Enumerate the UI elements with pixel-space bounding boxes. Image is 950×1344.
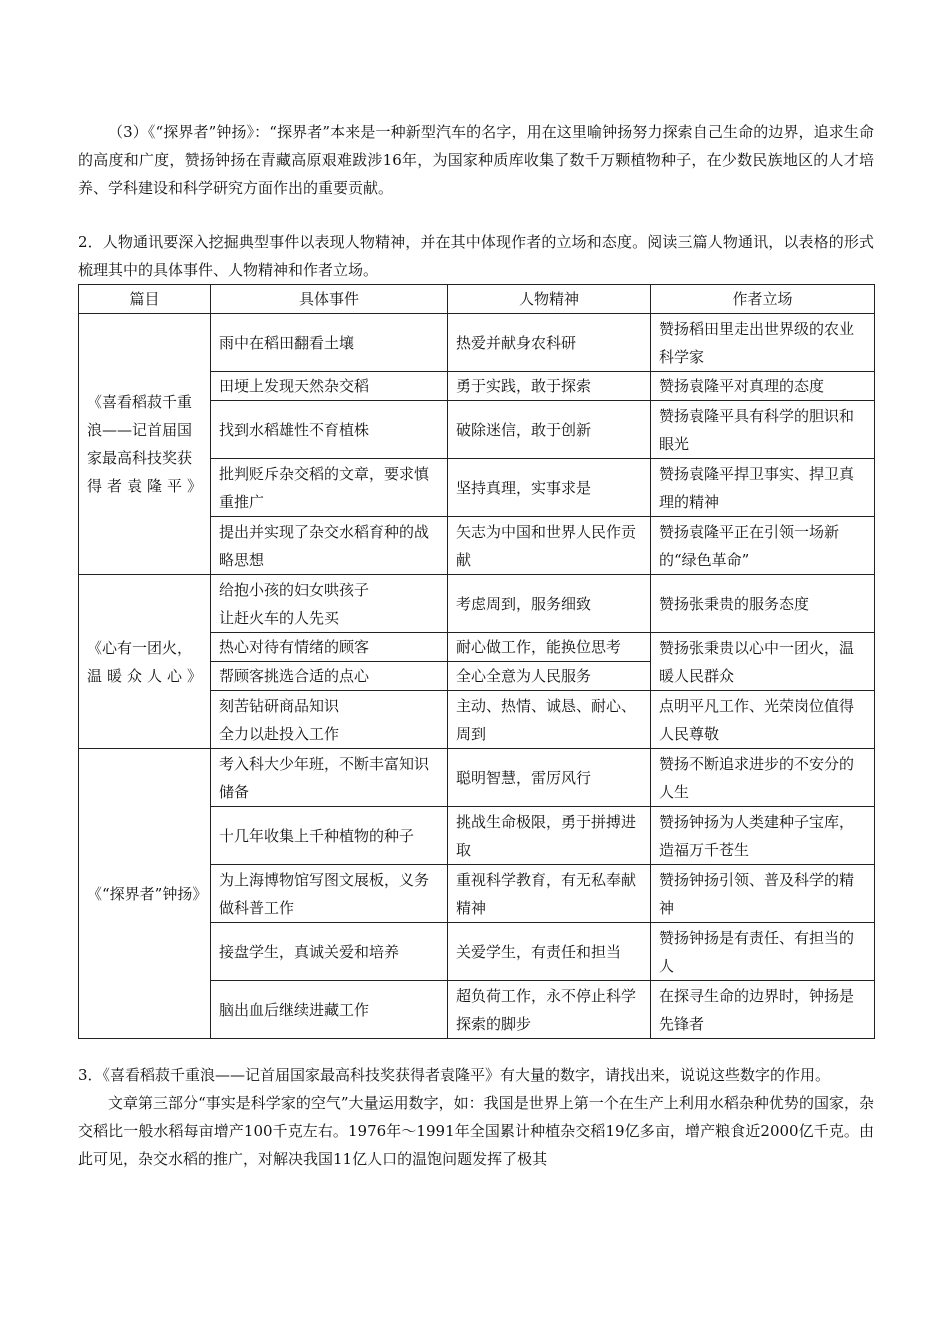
spirit-cell: 耐心做工作，能换位思考 [448, 633, 651, 662]
header-spirit: 人物精神 [448, 285, 651, 314]
header-stance: 作者立场 [651, 285, 875, 314]
header-event: 具体事件 [211, 285, 448, 314]
spirit-cell: 全心全意为人民服务 [448, 662, 651, 691]
event-cell: 雨中在稻田翻看土壤 [211, 314, 448, 372]
document-page [78, 118, 874, 1173]
stance-cell: 赞扬钟扬是有责任、有担当的人 [651, 923, 875, 981]
header-title: 篇目 [79, 285, 211, 314]
spirit-cell: 矢志为中国和世界人民作贡献 [448, 517, 651, 575]
spirit-cell: 破除迷信，敢于创新 [448, 401, 651, 459]
spacer [78, 1039, 874, 1061]
intro-paragraph: （3）《“探界者”钟扬》：“探界者”本来是一种新型汽车的名字，用在这里喻钟扬努力探索自己生命的边界，追求生命的高度和广度，赞扬钟扬在青藏高原艰难跋涉16年，为国家种质库收集了数千万颗植物种子，在少数民族地区的人才培养、学科建设和科学研究方面作出的重要贡献。 [78, 123, 874, 197]
question-3-answer: 文章第三部分“事实是科学家的空气”大量运用数字，如：我国是世界上第一个在生产上利用水稻杂种优势的国家，杂交稻比一般水稻每亩增产100千克左右。1976年～1991年全国累计种植杂交稻19亿多亩，增产粮食近2000亿千克。由此可见，杂交水稻的推广，对解决我国11亿人口的温饱问题发挥了极其 [78, 1094, 874, 1168]
spirit-cell: 关爱学生，有责任和担当 [448, 923, 651, 981]
event-cell: 批判贬斥杂交稻的文章，要求慎重推广 [211, 459, 448, 517]
event-cell: 脑出血后继续进藏工作 [211, 981, 448, 1039]
stance-cell: 赞扬张秉贵的服务态度 [651, 575, 875, 633]
table-row [79, 749, 875, 807]
event-cell: 热心对待有情绪的顾客 [211, 633, 448, 662]
spirit-cell: 热爱并献身农科研 [448, 314, 651, 372]
spirit-cell: 主动、热情、诚恳、耐心、周到 [448, 691, 651, 749]
event-cell: 给抱小孩的妇女哄孩子 让赶火车的人先买 [211, 575, 448, 633]
article-title-1: 《喜看稻菽千重浪——记首届国家最高科技奖获得者袁隆平》 [79, 314, 211, 575]
spirit-cell: 超负荷工作，永不停止科学探索的脚步 [448, 981, 651, 1039]
stance-cell: 在探寻生命的边界时，钟扬是先锋者 [651, 981, 875, 1039]
spacer [78, 202, 874, 228]
event-cell: 帮顾客挑选合适的点心 [211, 662, 448, 691]
stance-cell: 赞扬袁隆平捍卫事实、捍卫真理的精神 [651, 459, 875, 517]
stance-cell: 赞扬袁隆平具有科学的胆识和眼光 [651, 401, 875, 459]
question-3: 3．《喜看稻菽千重浪——记首届国家最高科技奖获得者袁隆平》有大量的数字，请找出来，说说这些数字的作用。 [78, 1066, 831, 1084]
spirit-cell: 勇于实践，敢于探索 [448, 372, 651, 401]
spirit-cell: 坚持真理，实事求是 [448, 459, 651, 517]
spirit-cell: 挑战生命极限，勇于拼搏进取 [448, 807, 651, 865]
stance-cell: 赞扬钟扬为人类建种子宝库，造福万千苍生 [651, 807, 875, 865]
stance-cell: 赞扬袁隆平正在引领一场新的“绿色革命” [651, 517, 875, 575]
event-cell: 田埂上发现天然杂交稻 [211, 372, 448, 401]
stance-cell: 赞扬袁隆平对真理的态度 [651, 372, 875, 401]
event-cell: 接盘学生，真诚关爱和培养 [211, 923, 448, 981]
article-title-2: 《心有一团火，温暖众人心》 [79, 575, 211, 749]
event-cell: 十几年收集上千种植物的种子 [211, 807, 448, 865]
summary-table [78, 284, 875, 1039]
stance-cell: 赞扬稻田里走出世界级的农业科学家 [651, 314, 875, 372]
table-row [79, 314, 875, 372]
spirit-cell: 聪明智慧，雷厉风行 [448, 749, 651, 807]
question-2: 2．人物通讯要深入挖掘典型事件以表现人物精神，并在其中体现作者的立场和态度。阅读三篇人物通讯，以表格的形式梳理其中的具体事件、人物精神和作者立场。 [78, 233, 874, 279]
event-cell: 找到水稻雄性不育植株 [211, 401, 448, 459]
stance-cell: 赞扬钟扬引领、普及科学的精神 [651, 865, 875, 923]
stance-cell: 赞扬不断追求进步的不安分的人生 [651, 749, 875, 807]
spirit-cell: 考虑周到，服务细致 [448, 575, 651, 633]
spirit-cell: 重视科学教育，有无私奉献精神 [448, 865, 651, 923]
event-cell: 为上海博物馆写图文展板，义务做科普工作 [211, 865, 448, 923]
table-row [79, 575, 875, 633]
article-title-3: 《“探界者”钟扬》 [79, 749, 211, 1039]
event-cell: 考入科大少年班，不断丰富知识储备 [211, 749, 448, 807]
stance-cell: 赞扬张秉贵以心中一团火，温暖人民群众 [651, 633, 875, 691]
event-cell: 提出并实现了杂交水稻育种的战略思想 [211, 517, 448, 575]
event-cell: 刻苦钻研商品知识 全力以赴投入工作 [211, 691, 448, 749]
table-header-row [79, 285, 875, 314]
stance-cell: 点明平凡工作、光荣岗位值得人民尊敬 [651, 691, 875, 749]
